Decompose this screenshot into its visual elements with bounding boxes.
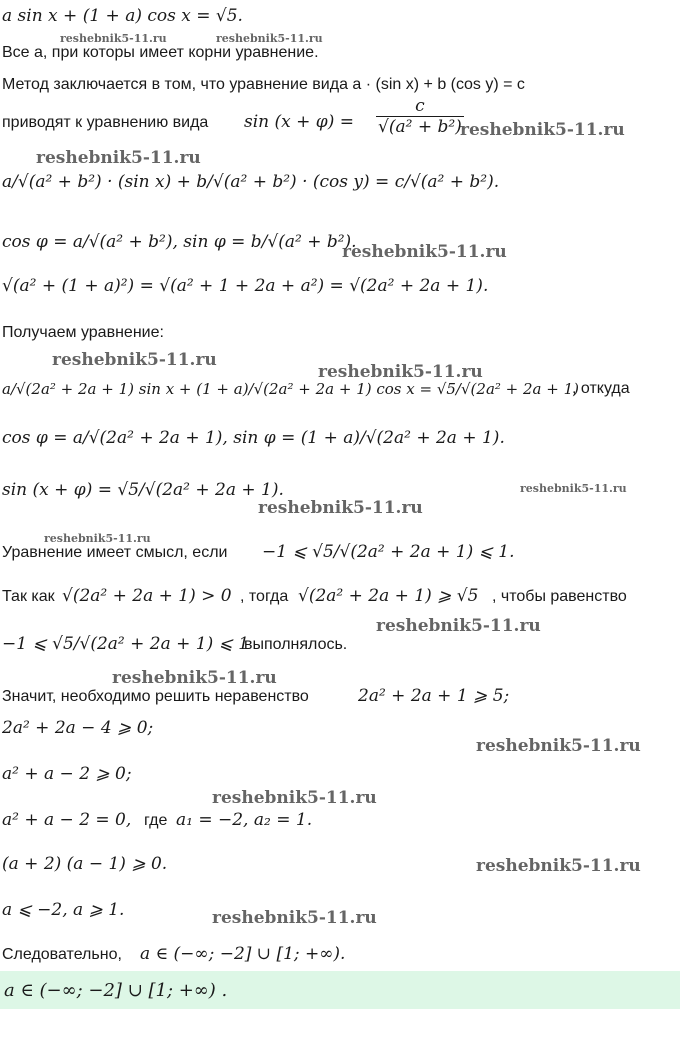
watermark: reshebnik5-11.ru (476, 856, 641, 876)
consequently-text: Следовательно, (2, 946, 122, 963)
root-inequality: √(2a² + 2a + 1) ⩾ √5 (298, 586, 479, 606)
sin-sum-lhs: sin (x + φ) = (244, 112, 354, 132)
inequality-to-solve: 2a² + 2a + 1 ⩾ 5; (358, 686, 510, 706)
root-positive: √(2a² + 2a + 1) > 0 (62, 586, 232, 606)
quadratic-roots: a₁ = −2, a₂ = 1. (176, 810, 313, 830)
factored-inequality: (a + 2) (a − 1) ⩾ 0. (2, 854, 168, 874)
derived-equation-suffix: , откуда (572, 380, 630, 397)
required-inequality: −1 ⩽ √5/√(2a² + 2a + 1) ⩽ 1 (2, 634, 250, 654)
watermark: reshebnik5-11.ru (212, 908, 377, 928)
answer-box (0, 971, 680, 1009)
solution-intervals: a ⩽ −2, a ⩾ 1. (2, 900, 125, 920)
equation-line-1: a sin x + (1 + a) cos x = √5. (2, 6, 243, 26)
watermark: reshebnik5-11.ru (212, 788, 377, 808)
where-text: где (144, 812, 168, 829)
watermark: reshebnik5-11.ru (520, 482, 627, 495)
amplitude-computation: √(a² + (1 + a)²) = √(a² + 1 + 2a + a²) = √(2a² + 2a + 1). (2, 276, 489, 296)
watermark: reshebnik5-11.ru (112, 668, 277, 688)
sin-shift-equation: sin (x + φ) = √5/√(2a² + 2a + 1). (2, 480, 284, 500)
holds-text: выполнялось. (244, 636, 348, 653)
fraction-c-over-sqrt: $\frac{c}{\text{√(a² + b²)}}$ (378, 96, 462, 137)
method-reduction-text: приводят к уравнению вида (2, 114, 209, 131)
watermark: reshebnik5-11.ru (52, 350, 217, 370)
problem-statement: Все a, при которы имеет корни уравнение. (2, 44, 319, 61)
section-heading-equation: Получаем уравнение: (2, 324, 164, 341)
since-text: Так как (2, 588, 55, 605)
derived-equation: a/√(2a² + 2a + 1) sin x + (1 + a)/√(2a² + 2a + 1) cos x = √5/√(2a² + 2a + 1) (2, 380, 579, 398)
condition-text: Уравнение имеет смысл, если (2, 544, 228, 561)
condition-inequality: −1 ⩽ √5/√(2a² + 2a + 1) ⩽ 1. (262, 542, 515, 562)
normalized-equation: a/√(a² + b²) · (sin x) + b/√(a² + b²) · (cos y) = c/√(a² + b²). (2, 172, 500, 192)
step-inequality-2: a² + a − 2 ⩾ 0; (2, 764, 132, 784)
so-that-text: , чтобы равенство (492, 588, 627, 605)
answer-text: a ∈ (−∞; −2] ∪ [1; +∞) . (4, 980, 228, 1001)
watermark: reshebnik5-11.ru (376, 616, 541, 636)
final-set: a ∈ (−∞; −2] ∪ [1; +∞). (140, 944, 346, 964)
watermark: reshebnik5-11.ru (258, 498, 423, 518)
watermark: reshebnik5-11.ru (216, 32, 323, 45)
quadratic-equation: a² + a − 2 = 0, (2, 810, 132, 830)
step-inequality-1: 2a² + 2a − 4 ⩾ 0; (2, 718, 154, 738)
watermark: reshebnik5-11.ru (460, 120, 625, 140)
watermark: reshebnik5-11.ru (36, 148, 201, 168)
watermark: reshebnik5-11.ru (44, 532, 151, 545)
then-text: , тогда (240, 588, 289, 605)
watermark: reshebnik5-11.ru (342, 242, 507, 262)
watermark: reshebnik5-11.ru (476, 736, 641, 756)
cos-sin-phi-definitions: cos φ = a/√(a² + b²), sin φ = b/√(a² + b²). (2, 232, 357, 252)
therefore-solve-text: Значит, необходимо решить неравенство (2, 688, 309, 705)
phi-values: cos φ = a/√(2a² + 2a + 1), sin φ = (1 + a)/√(2a² + 2a + 1). (2, 428, 505, 448)
method-description: Метод заключается в том, что уравнение вида a · (sin x) + b (cos y) = c (2, 76, 525, 93)
watermark: reshebnik5-11.ru (318, 362, 483, 382)
watermark: reshebnik5-11.ru (60, 32, 167, 45)
